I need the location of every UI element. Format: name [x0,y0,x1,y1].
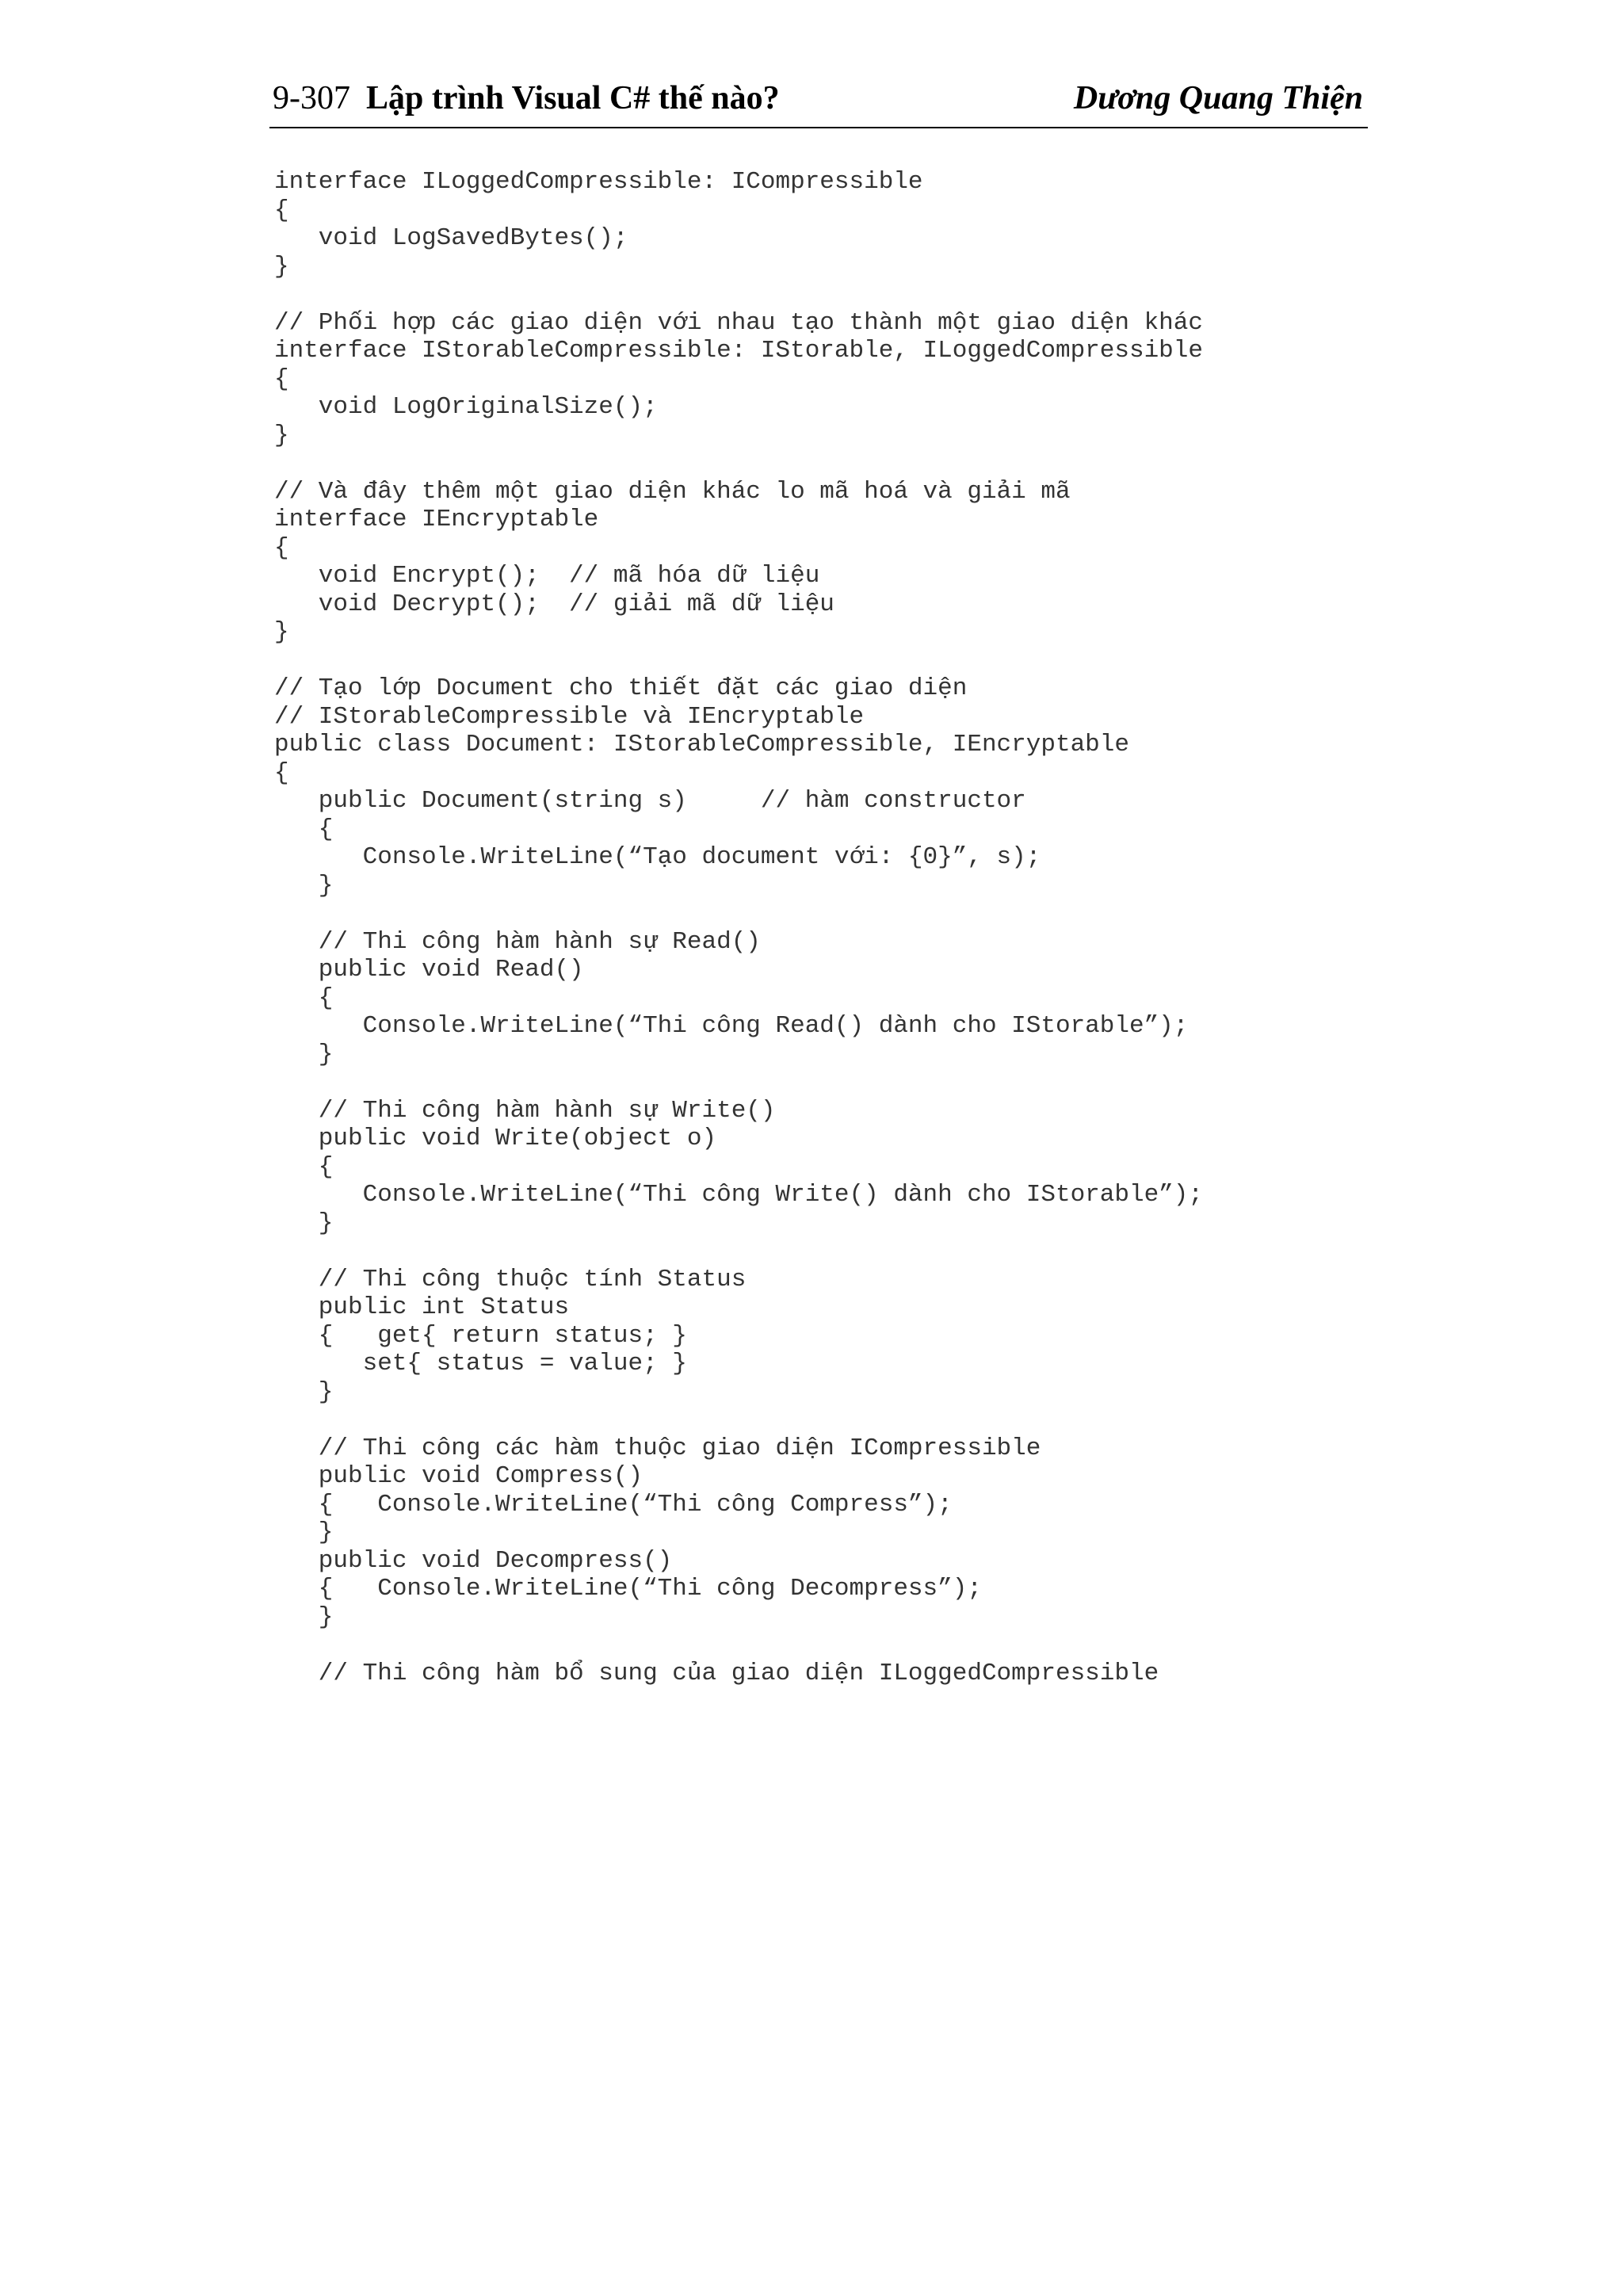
code-line [274,1068,1203,1097]
code-line: } [274,618,289,646]
book-title: Lập trình Visual C# thế nào? [366,80,780,117]
code-line: } [274,1040,334,1068]
code-line: Console.WriteLine(“Thi công Write() dành cho IStorable”); [274,1181,1203,1209]
page-header [269,73,1368,128]
code-line: void Decrypt(); // giải mã dữ liệu [274,590,834,618]
code-line: // Thi công hàm hành sự Write() [274,1096,776,1125]
code-line: // IStorableCompressible và IEncryptable [274,702,865,731]
code-line: public void Compress() [274,1462,643,1490]
code-line: interface IEncryptable [274,506,599,533]
code-line: { Console.WriteLine(“Thi công Decompress”); [274,1575,982,1603]
code-line: public void Decompress() [274,1546,673,1575]
code-line [274,647,1203,675]
code-line: public void Read() [274,956,584,984]
code-line [274,1237,1203,1266]
code-line [274,900,1203,928]
code-line: public class Document: IStorableCompressible, IEncryptable [274,731,1129,758]
code-line: // Thi công các hàm thuộc giao diện ICompressible [274,1434,1041,1462]
code-line: { [274,533,289,562]
code-line: interface IStorableCompressible: IStorable, ILoggedCompressible [274,337,1203,365]
code-line: } [274,1209,334,1237]
code-listing [274,168,1203,1687]
author-name: Dương Quang Thiện [1073,80,1363,117]
code-line [274,1406,1203,1435]
code-line: { [274,984,334,1012]
code-line: { [274,758,289,787]
code-line: Console.WriteLine(“Tạo document với: {0}”, s); [274,843,1041,871]
code-line: } [274,871,334,900]
code-line: } [274,252,289,281]
code-line [274,449,1203,478]
code-line: void LogSavedBytes(); [274,224,628,252]
code-line: // Và đây thêm một giao diện khác lo mã hoá và giải mã [274,477,1071,506]
code-line: public void Write(object o) [274,1125,717,1152]
code-line: } [274,1603,334,1631]
code-line: { [274,815,334,843]
page-number: 9-307 [273,80,350,117]
code-line: { [274,365,289,393]
code-line: Console.WriteLine(“Thi công Read() dành cho IStorable”); [274,1012,1189,1040]
code-line: // Phối hợp các giao diện với nhau tạo thành một giao diện khác [274,308,1203,337]
code-line: { Console.WriteLine(“Thi công Compress”); [274,1490,953,1519]
code-line: set{ status = value; } [274,1350,687,1377]
code-line: interface ILoggedCompressible: ICompressible [274,168,923,196]
code-line: } [274,421,289,449]
code-line: // Thi công hàm hành sự Read() [274,927,761,956]
code-line: { get{ return status; } [274,1321,687,1350]
code-line: void LogOriginalSize(); [274,393,658,421]
code-line: } [274,1377,334,1406]
code-line: } [274,1519,334,1546]
code-line: // Tạo lớp Document cho thiết đặt các giao diện [274,674,968,702]
code-line [274,1631,1203,1660]
code-line: { [274,1152,334,1181]
code-line: // Thi công thuộc tính Status [274,1265,747,1293]
code-line [274,281,1203,309]
code-line: public Document(string s) // hàm constructor [274,787,1026,815]
code-line: // Thi công hàm bổ sung của giao diện ILoggedCompressible [274,1659,1159,1687]
code-line: void Encrypt(); // mã hóa dữ liệu [274,562,820,590]
code-line: public int Status [274,1293,570,1321]
code-line: { [274,196,289,224]
